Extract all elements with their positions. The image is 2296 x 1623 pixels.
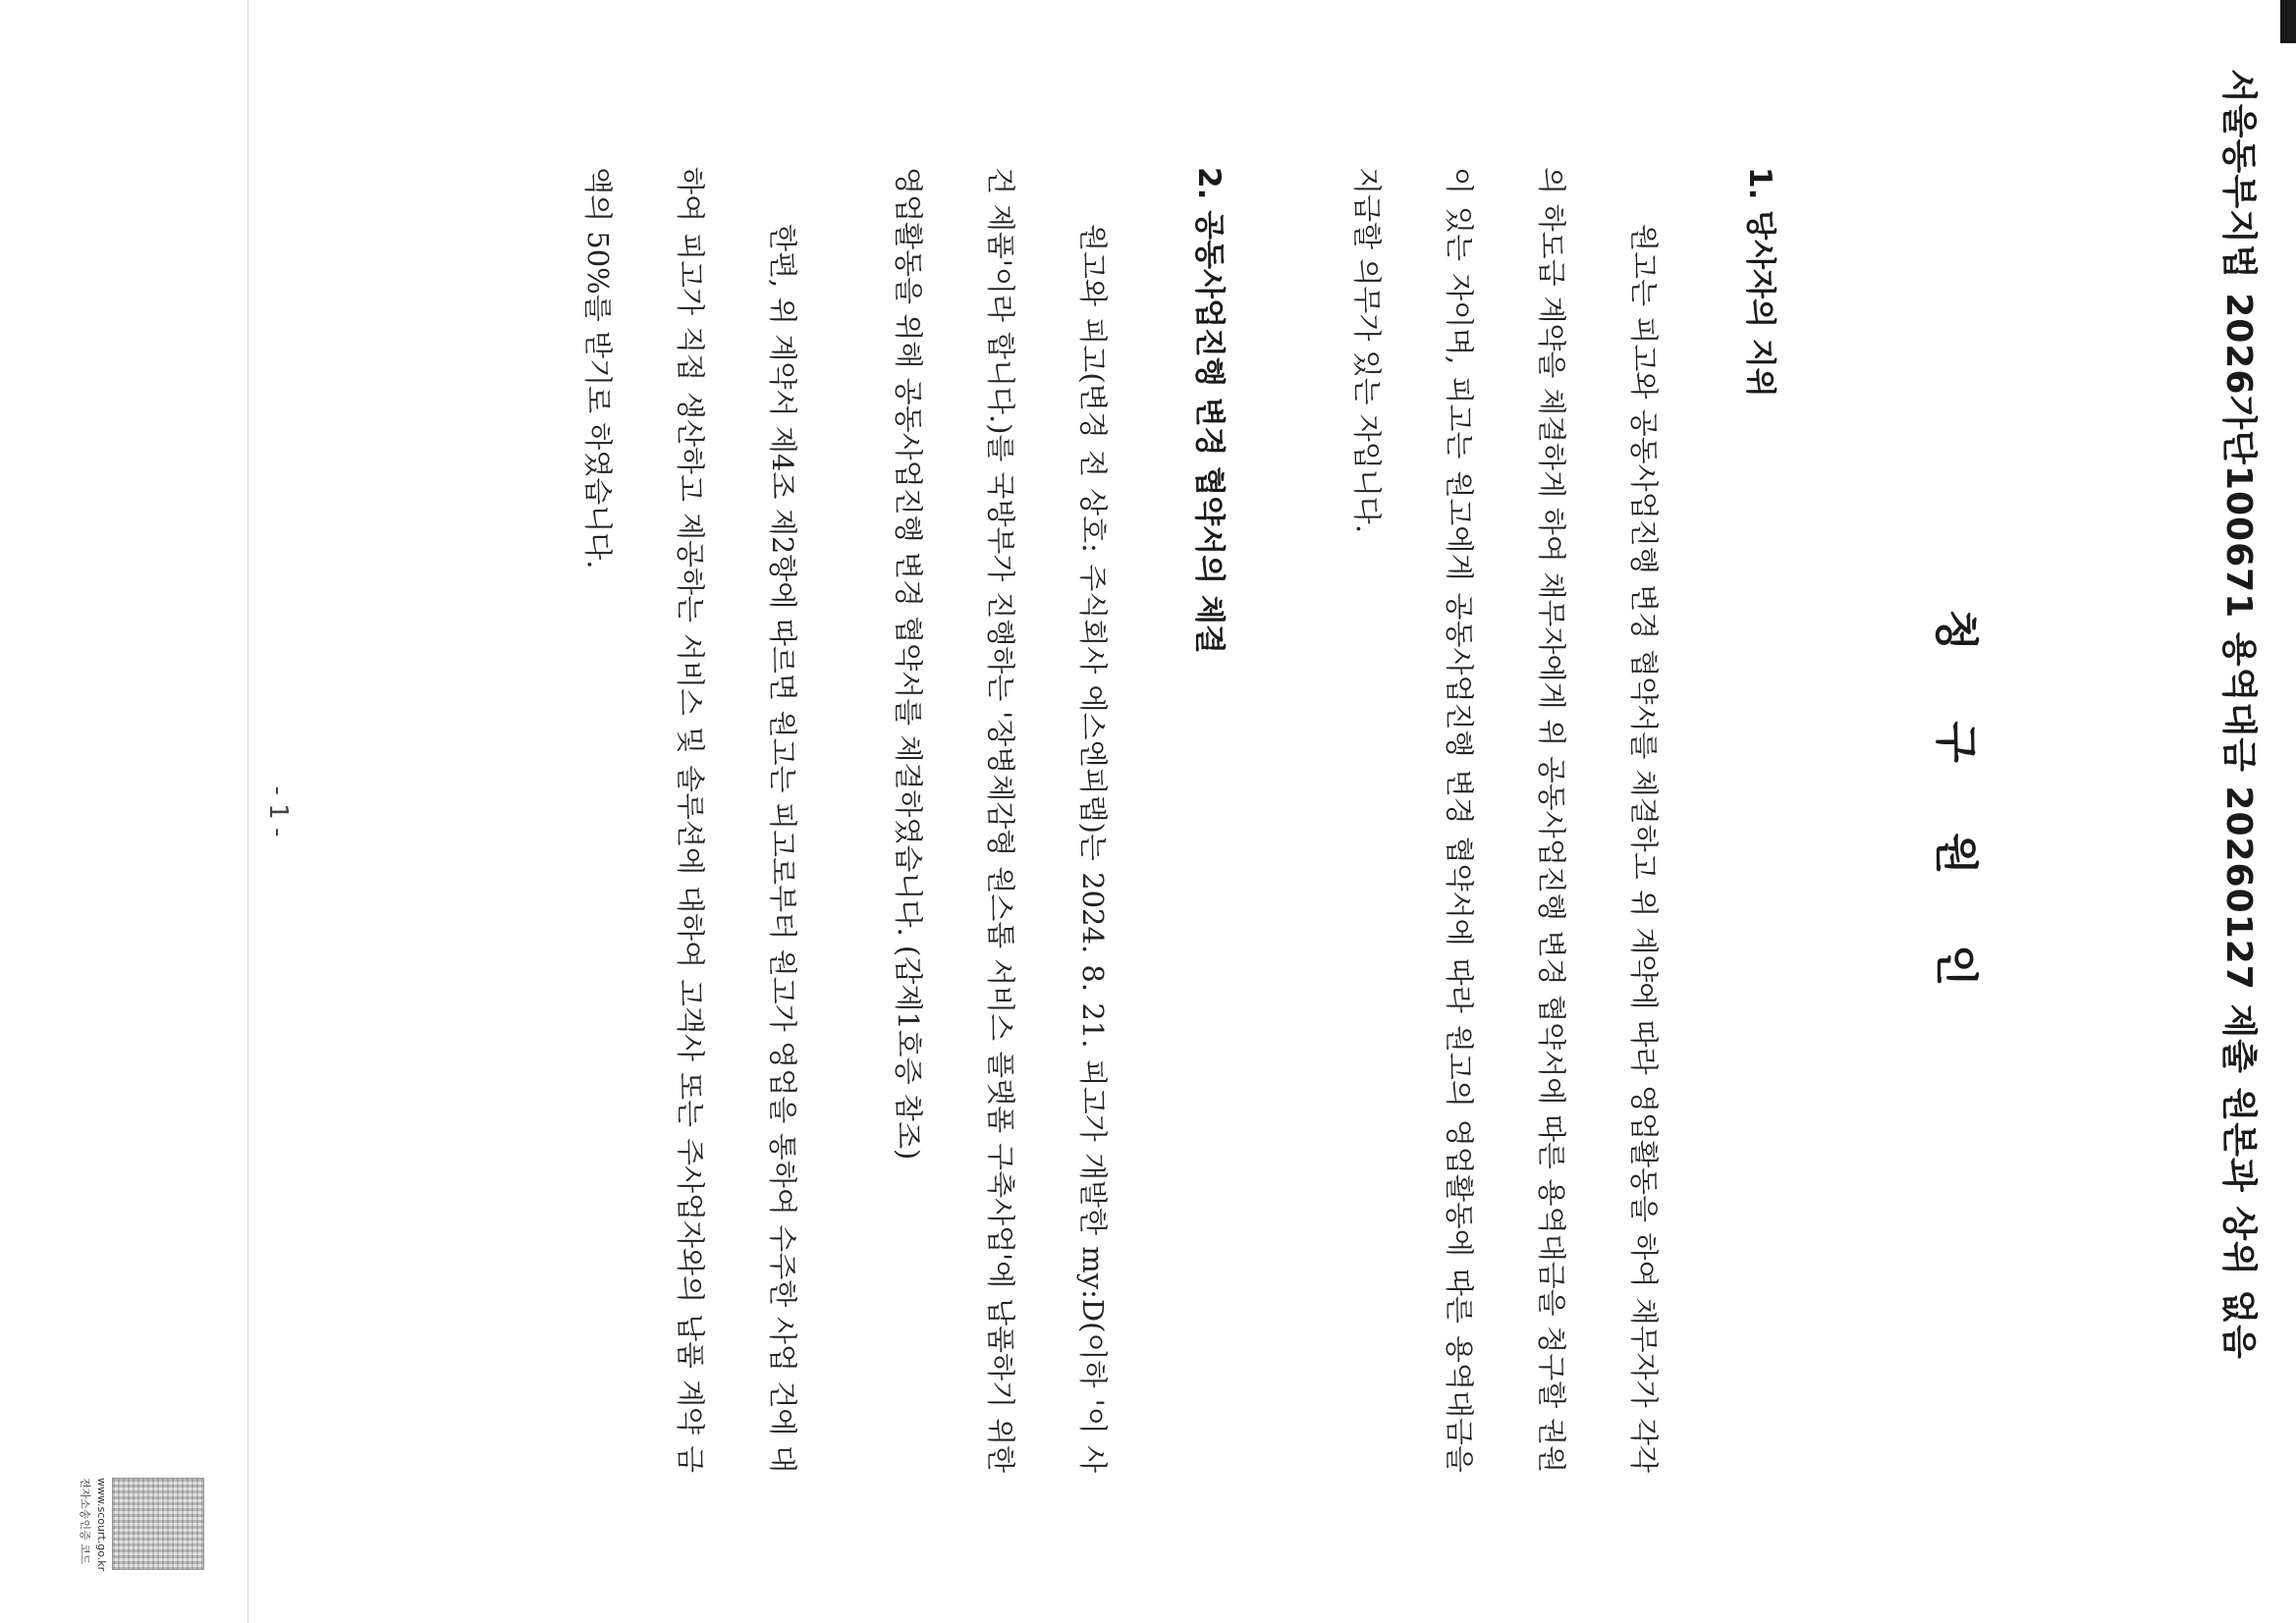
- page-number: - 1 -: [263, 785, 293, 838]
- section-heading-1: 1. 당사자의 지위: [1742, 167, 1777, 398]
- court-stamp-header: 서울동부지법 2026가단100671 용역대금 20260127 제출 원본과 상위 없음: [2218, 69, 2259, 1360]
- scan-corner-mark: [2280, 0, 2296, 43]
- section-spacer: [1234, 167, 1287, 1473]
- section-2-paragraph-1: 원고와 피고(변경 전 상호: 주식회사 에스엔피랩)는 2024. 8. 21. 피고가 개발한 my:D(이하 '이 사건 제품'이라 합니다.)를 국방부가 진행하는 '장병체감형 원스톱 서비스 플랫폼 구축사업'에 납품하기 위한 영업활동을 위해 공동사업진행 변경 협약서를 체결하였습니다. (갑제1호증 참조): [892, 167, 1110, 1473]
- section-1-paragraph-1: 원고는 피고와 공동사업진행 변경 협약서를 체결하고 위 계약에 따라 영업활동을 하여 채무자가 각각의 하도급 계약을 체결하게 하여 채무자에게 위 공동사업진행 변경 협약서에 따른 용역대금을 청구할 권원이 있는 자이며, 피고는 원고에게 공동사업진행 변경 협약서에 따라 원고의 영업활동에 따른 용역대금을 지급할 의무가 있는 자입니다.: [1350, 167, 1661, 1473]
- section-heading-2: 2. 공동사업진행 변경 협약서의 체결: [1191, 167, 1227, 654]
- document-body: [519, 167, 1785, 1473]
- qr-verification-block: [67, 1478, 204, 1576]
- document-title: 청 구 원 인: [1931, 609, 1981, 1014]
- section-2-paragraph-2: 한편, 위 계약서 제4조 제2항에 따르면 원고는 피고로부터 원고가 영업을 통하여 수주한 사업 건에 대하여 피고가 직접 생산하고 제공하는 서비스 및 솔루션에 대하여 고객사 또는 주사업자와의 납품 계약 금액의 50%를 받기로 하였습니다.: [581, 167, 799, 1473]
- qr-code-icon: [112, 1478, 204, 1570]
- scan-fold-line: [247, 0, 248, 1623]
- qr-url: www.scourt.go.kr: [95, 1478, 108, 1572]
- qr-caption: 전자소송인증 코드: [79, 1478, 91, 1565]
